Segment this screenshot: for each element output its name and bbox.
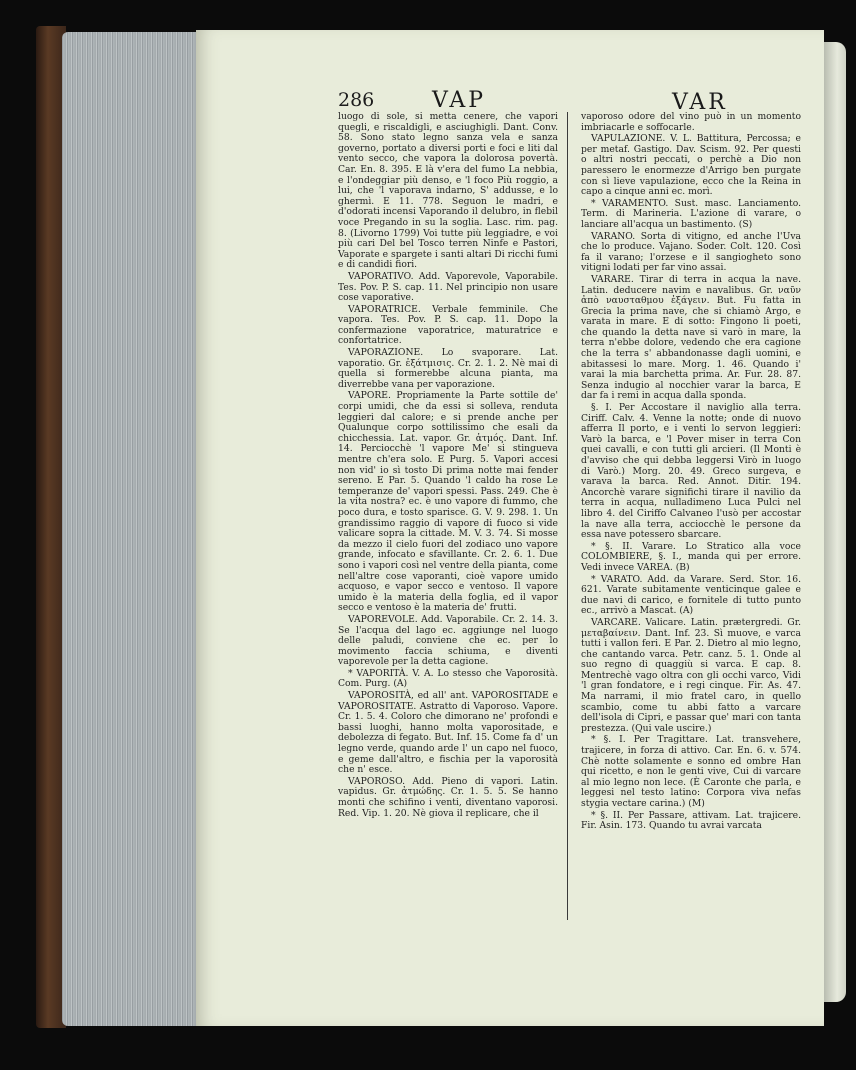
entry-paragraph: vaporoso odore del vino può in un momento imbriacarle e soffocarle. bbox=[581, 111, 801, 133]
entry-paragraph: VARANO. Sorta di vitigno, ed anche l'Uva che lo produce. Vajano. Soder. Colt. 120. Così fa il varano; l'orzese e il sangiogheto sono vitigni lodati per far vino assai. bbox=[581, 230, 801, 274]
page-number: 286 bbox=[338, 89, 375, 111]
entry-paragraph: VAPORATRICE. Verbale femminile. Che vapora. Tes. Pov. P. S. cap. 11. Dopo la confermazione vaporatrice, maturatrice e confortatrice. bbox=[338, 303, 558, 347]
entry-paragraph: * §. II. Per Passare, attivam. Lat. trajicere. Fir. Asin. 173. Quando tu avrai varcata bbox=[581, 809, 801, 832]
entry-paragraph: VAPORATIVO. Add. Vaporevole, Vaporabile. Tes. Pov. P. S. cap. 11. Nel principio non usare cose vaporative. bbox=[338, 270, 558, 304]
running-head-right: VAR bbox=[672, 90, 728, 115]
entry-paragraph: VAPULAZIONE. V. L. Battitura, Percossa; e per metaf. Gastigo. Dav. Scism. 92. Per questi o altri nostri peccati, o perchè a Dio non paressero le enormezze d'Arrigo ben purgate con sì lieve vapulazione, ecco che la Reina in capo a cinque anni ec. morì. bbox=[581, 133, 801, 198]
running-head-left: VAP bbox=[432, 88, 487, 113]
entry-paragraph: VAPOROSITÀ, ed all' ant. VAPOROSITADE e VAPOROSITATE. Astratto di Vaporoso. Vapore. Cr. 1. 5. 4. Coloro che dimorano ne' profondi e bassi luoghi, hanno molta vaporositade, e debolezza di fegato. But. Inf. 15. Come fa d' un legno verde, quando arde l' un capo nel fuoco, e geme dall'altro, e fischia per la vaporosità che n' esce. bbox=[338, 690, 558, 776]
entry-paragraph: * VAPORITÀ. V. A. Lo stesso che Vaporosità. Com. Purg. (A) bbox=[338, 667, 558, 690]
page-stack-edges bbox=[62, 32, 202, 1026]
column-divider bbox=[567, 112, 568, 920]
right-column bbox=[581, 112, 801, 833]
entry-paragraph: * VARAMENTO. Sust. masc. Lanciamento. Term. di Marineria. L'azione di varare, o lanciare all'acqua un bastimento. (S) bbox=[581, 197, 801, 230]
entry-paragraph: VAPORE. Propriamente la Parte sottile de' corpi umidi, che da essi si solleva, renduta leggieri dal calore; e si prende anche per Qualunque corpo sottilissimo che esali da chicchessia. Lat. vapor. Gr. ἀτμός. Dant. Inf. 14. Perciocchè 'l vapore Me' si stingueva mentre ch'era solo. E Purg. 5. Vapori accesi non vid' io sì tosto Di prima notte mai fender sereno. E Par. 5. Quando 'l caldo ha rose Le temperanze de' vapori spessi. Pass. 249. Che è la vita nostra? ec. è uno vapore di fummo, che poco dura, e tosto sparisce. G. V. 9. 298. 1. Un grandissimo raggio di vapore di fuoco si vide valicare sopra la cittade. M. V. 3. 74. Si mosse da mezzo il cielo fuori del zodiaco uno vapore grande, infocato e sfavillante. Cr. 2. 6. 1. Due sono i vapori così nel ventre della pianta, come nell'altre cose vaporanti, cioè vapore umido acquoso, e vapor secco e ventoso. Il vapore umido è la materia della foglia, ed il vapor secco e ventoso è la materia de' frutti. bbox=[338, 390, 558, 614]
entry-paragraph: VAPOREVOLE. Add. Vaporabile. Cr. 2. 14. 3. Se l'acqua del lago ec. aggiunge nel luogo delle paludi, conviene che ec. per lo movimento faccia schiuma, e diventi vaporevole per la detta cagione. bbox=[338, 613, 558, 668]
entry-paragraph: VARCARE. Valicare. Latin. prætergredi. Gr. μεταβαίνειν. Dant. Inf. 23. Sì muove, e varca tutti i vallon feri. E Par. 2. Dietro al mio legno, che cantando varca. Petr. canz. 5. 1. Onde al suo regno di quaggiù si varca. E cap. 8. Mentrechè vago oltra con gli occhi varco, Vidi 'l gran fondatore, e i regi cinque. Fir. As. 47. Ma narrami, il mio fratel caro, in quello scambio, come tu abbi fatto a varcare dell'isola di Cipri, e passar que' mari con tanta prestezza. (Qui vale uscire.) bbox=[581, 616, 801, 734]
entry-paragraph: * §. I. Per Tragittare. Lat. transvehere, trajicere, in forza di attivo. Car. En. 6. v. 574. Chè notte solamente e sonno ed ombre Han qui ricetto, e non le genti vive, Cui di varcare al mio legno non lece. (È Caronte che parla, e leggesi nel testo latino: Corpora viva nefas stygia vectare carina.) (M) bbox=[581, 734, 801, 809]
entry-paragraph: * §. II. Varare. Lo Stratico alla voce COLOMBIERE, §. I., manda qui per errore. Vedi invece VAREA. (B) bbox=[581, 540, 801, 573]
left-column bbox=[338, 112, 558, 820]
entry-paragraph: luogo di sole, si metta cenere, che vapori quegli, e riscaldigli, e asciughigli. Dant. Conv. 58. Sono stato legno sanza vela e sanza governo, portato a diversi porti e foci e liti dal vento secco, che vapora la dolorosa povertà. Car. En. 8. 395. E là v'era del fumo La nebbia, e l'ondeggiar più denso, e 'l foco Più roggio, a lui, che 'l vaporava indarno, S' addusse, e lo ghermì. E 11. 778. Seguon le madri, e d'odorati incensi Vaporando il delubro, in flebil voce Pregando in su la soglia. Lasc. rim. pag. 8. (Livorno 1799) Voi tutte più leggiadre, e voi più cari Del bel Tosco terren Ninfe e Pastori, Vaporate e spargete i santi altari Di ricchi fumi e di candidi fiori. bbox=[338, 111, 558, 271]
entry-paragraph: VARARE. Tirar di terra in acqua la nave. Latin. deducere navim e navalibus. Gr. ναῦν ἀπὸ ναυσταθμου ἐξάγειν. But. Fu fatta in Grecia la prima nave, che si chiamò Argo, e varata in mare. E di sotto: Fingono li poeti, che quando la detta nave si varò in mare, la terra n'ebbe dolore, vedendo che era cagione che la terra s' abbandonasse dagli uomini, e abitassesi lo mare. Morg. 1. 46. Quando i' varai la mia barchetta prima. Ar. Fur. 28. 87. Senza indugio al nocchier varar la barca, E dar fa i remi in acqua dalla sponda. bbox=[581, 273, 801, 402]
facing-page-edge bbox=[824, 42, 846, 1002]
entry-paragraph: * VARATO. Add. da Varare. Serd. Stor. 16. 621. Varate subitamente venticinque galee e due navi di carico, e fornitele di tutto punto ec., arrivò a Mascat. (A) bbox=[581, 573, 801, 617]
entry-paragraph: VAPOROSO. Add. Pieno di vapori. Latin. vapidus. Gr. ἀτμώδης. Cr. 1. 5. 5. Se hanno monti che schifino i venti, diventano vaporosi. Red. Vip. 1. 20. Nè giova il replicare, che il bbox=[338, 775, 558, 819]
entry-paragraph: VAPORAZIONE. Lo svaporare. Lat. vaporatio. Gr. ἐξάτμισις. Cr. 2. 1. 2. Nè mai di quella si formerebbe alcuna pianta, ma diverrebbe vana per vaporazione. bbox=[338, 347, 558, 390]
entry-paragraph: §. I. Per Accostare il naviglio alla terra. Ciriff. Calv. 4. Venne la notte; onde di nuovo afferra Il porto, e i venti lo servon leggieri: Varò la barca, e 'l Pover miser in terra Con quei cavalli, e con tutti gli arcieri. (Il Monti è d'avviso che qui debba leggersi Virò in luogo di Varò.) Morg. 20. 49. Greco surgeva, e varava la barca. Red. Annot. Ditir. 194. Ancorchè varare significhi tirare il navilio da terra in acqua, nulladimeno Luca Pulci nel libro 4. del Ciriffo Calvaneo l'usò per accostar la nave alla terra, acciocchè le persone da essa nave potessero sbarcare. bbox=[581, 402, 801, 541]
